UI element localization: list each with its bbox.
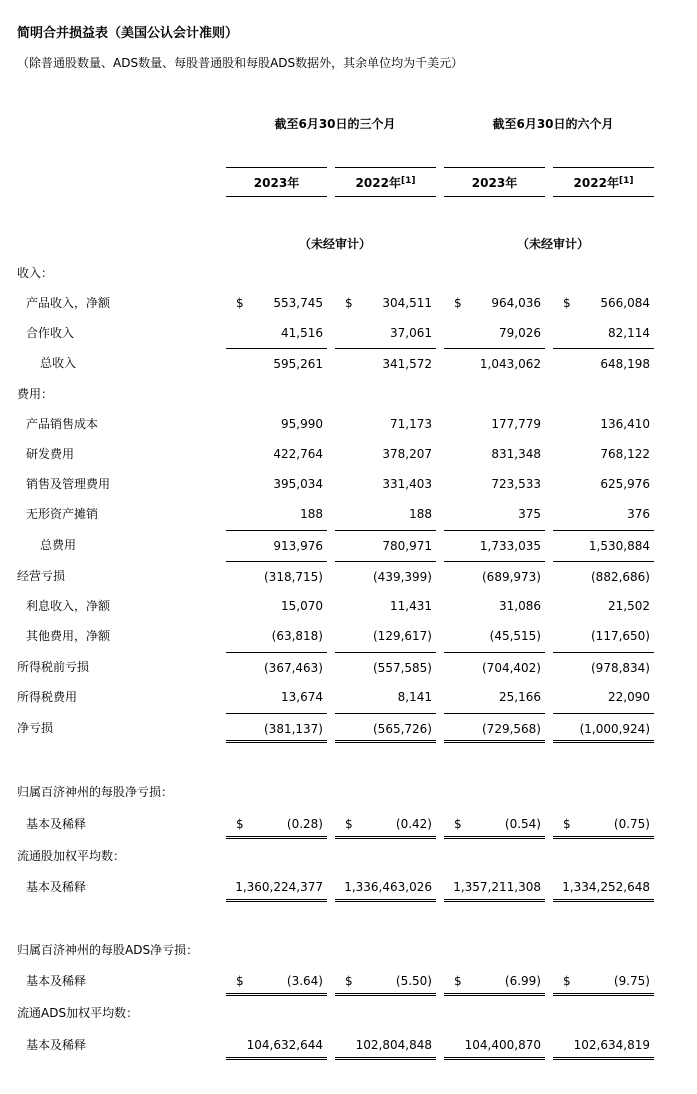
cell-value: 1,336,463,026 bbox=[344, 880, 432, 894]
table-row bbox=[0, 872, 697, 902]
value-cell bbox=[444, 409, 545, 439]
value-cell bbox=[553, 561, 654, 591]
value-cell bbox=[335, 530, 436, 560]
currency-symbol: $ bbox=[454, 296, 462, 310]
cell-value: 136,410 bbox=[600, 417, 650, 431]
table-row bbox=[0, 809, 697, 839]
value-cell bbox=[335, 348, 436, 378]
cell-value: 964,036 bbox=[491, 296, 541, 310]
value-cell bbox=[444, 713, 545, 743]
period-header-three-months: 截至6月30日的三个月 bbox=[274, 117, 396, 131]
value-cell bbox=[553, 530, 654, 560]
currency-symbol: $ bbox=[345, 817, 353, 831]
value-cell bbox=[226, 1030, 327, 1060]
row-label: 合作收入 bbox=[26, 326, 75, 340]
value-cell bbox=[444, 561, 545, 591]
table-row bbox=[0, 318, 697, 348]
value-cell bbox=[553, 872, 654, 902]
value-cell bbox=[226, 439, 327, 469]
table-row bbox=[0, 621, 697, 651]
table-row bbox=[0, 998, 697, 1028]
cell-value: 913,976 bbox=[273, 539, 323, 553]
unaudited-label: （未经审计） bbox=[298, 237, 371, 251]
cell-value: (63,818) bbox=[271, 629, 323, 643]
value-cell bbox=[226, 966, 327, 996]
value-cell bbox=[444, 530, 545, 560]
row-label: 销售及管理费用 bbox=[26, 477, 111, 491]
column-header-year bbox=[335, 167, 436, 197]
value-cell bbox=[335, 288, 436, 318]
period-header-six-months: 截至6月30日的六个月 bbox=[492, 117, 614, 131]
value-cell bbox=[444, 591, 545, 621]
table-row bbox=[0, 379, 697, 409]
value-cell bbox=[553, 591, 654, 621]
year-label: 2022年 bbox=[573, 176, 619, 190]
unit-note: （除普通股数量、ADS数量、每股普通股和每股ADS数据外，其余单位均为千美元） bbox=[17, 56, 464, 70]
currency-symbol: $ bbox=[563, 817, 571, 831]
value-cell bbox=[553, 1030, 654, 1060]
value-cell bbox=[444, 621, 545, 651]
cell-value: 376 bbox=[627, 507, 650, 521]
cell-value: (0.28) bbox=[286, 817, 323, 831]
cell-value: 378,207 bbox=[382, 447, 432, 461]
row-label: 流通股加权平均数： bbox=[17, 849, 126, 863]
row-label: 研发费用 bbox=[26, 447, 75, 461]
cell-value: (439,399) bbox=[373, 570, 432, 584]
value-cell bbox=[444, 499, 545, 529]
value-cell bbox=[553, 288, 654, 318]
currency-symbol: $ bbox=[345, 974, 353, 988]
row-label: 基本及稀释 bbox=[26, 817, 87, 831]
cell-value: (6.99) bbox=[504, 974, 541, 988]
cell-value: 102,634,819 bbox=[573, 1038, 650, 1052]
value-cell bbox=[335, 809, 436, 839]
row-label: 产品销售成本 bbox=[26, 417, 99, 431]
value-cell bbox=[553, 318, 654, 348]
value-cell bbox=[444, 966, 545, 996]
cell-value: 780,971 bbox=[382, 539, 432, 553]
value-cell bbox=[553, 439, 654, 469]
row-label: 经营亏损 bbox=[17, 569, 66, 583]
table-row bbox=[0, 777, 697, 807]
cell-value: (729,568) bbox=[482, 722, 541, 736]
cell-value: 11,431 bbox=[390, 599, 432, 613]
table-row bbox=[0, 530, 697, 560]
year-label: 2022年 bbox=[355, 176, 401, 190]
currency-symbol: $ bbox=[236, 817, 244, 831]
row-label: 所得税费用 bbox=[17, 690, 78, 704]
cell-value: 82,114 bbox=[608, 326, 650, 340]
cell-value: 188 bbox=[300, 507, 323, 521]
value-cell bbox=[553, 499, 654, 529]
cell-value: (381,137) bbox=[264, 722, 323, 736]
table-row bbox=[0, 499, 697, 529]
column-header-year bbox=[553, 167, 654, 197]
value-cell bbox=[553, 652, 654, 682]
cell-value: 553,745 bbox=[273, 296, 323, 310]
value-cell bbox=[335, 872, 436, 902]
cell-value: 331,403 bbox=[382, 477, 432, 491]
cell-value: (1,000,924) bbox=[579, 722, 650, 736]
cell-value: 79,026 bbox=[499, 326, 541, 340]
cell-value: 304,511 bbox=[382, 296, 432, 310]
cell-value: (9.75) bbox=[613, 974, 650, 988]
value-cell bbox=[553, 621, 654, 651]
row-label: 费用： bbox=[17, 387, 54, 401]
value-cell bbox=[226, 809, 327, 839]
table-row bbox=[0, 288, 697, 318]
cell-value: 566,084 bbox=[600, 296, 650, 310]
currency-symbol: $ bbox=[454, 974, 462, 988]
cell-value: 102,804,848 bbox=[355, 1038, 432, 1052]
cell-value: 104,400,870 bbox=[464, 1038, 541, 1052]
cell-value: 188 bbox=[409, 507, 432, 521]
value-cell bbox=[226, 682, 327, 712]
table-row bbox=[0, 652, 697, 682]
value-cell bbox=[335, 621, 436, 651]
row-label: 收入： bbox=[17, 266, 54, 280]
cell-value: (0.42) bbox=[395, 817, 432, 831]
value-cell bbox=[444, 348, 545, 378]
value-cell bbox=[226, 409, 327, 439]
cell-value: 648,198 bbox=[600, 357, 650, 371]
unaudited-label: （未经审计） bbox=[516, 237, 589, 251]
row-label: 利息收入，净额 bbox=[26, 599, 111, 613]
table-row bbox=[0, 713, 697, 743]
row-label: 所得税前亏损 bbox=[17, 660, 90, 674]
cell-value: (557,585) bbox=[373, 661, 432, 675]
cell-value: 1,733,035 bbox=[479, 539, 541, 553]
footnote-marker: [1] bbox=[618, 176, 634, 186]
table-row bbox=[0, 935, 697, 965]
value-cell bbox=[335, 499, 436, 529]
value-cell bbox=[444, 682, 545, 712]
value-cell bbox=[335, 966, 436, 996]
row-label: 其他费用，净额 bbox=[26, 629, 111, 643]
value-cell bbox=[226, 530, 327, 560]
value-cell bbox=[226, 713, 327, 743]
row-label: 基本及稀释 bbox=[26, 974, 87, 988]
value-cell bbox=[335, 439, 436, 469]
table-row bbox=[0, 1030, 697, 1060]
cell-value: 595,261 bbox=[273, 357, 323, 371]
value-cell bbox=[335, 652, 436, 682]
cell-value: 22,090 bbox=[608, 690, 650, 704]
column-header-year bbox=[444, 167, 545, 197]
table-row bbox=[0, 469, 697, 499]
value-cell bbox=[444, 288, 545, 318]
value-cell bbox=[553, 348, 654, 378]
cell-value: (0.75) bbox=[613, 817, 650, 831]
table-row bbox=[0, 439, 697, 469]
cell-value: 1,360,224,377 bbox=[235, 880, 323, 894]
cell-value: 768,122 bbox=[600, 447, 650, 461]
row-label: 基本及稀释 bbox=[26, 1038, 87, 1052]
cell-value: 395,034 bbox=[273, 477, 323, 491]
cell-value: (978,834) bbox=[591, 661, 650, 675]
cell-value: 8,141 bbox=[397, 690, 432, 704]
value-cell bbox=[553, 682, 654, 712]
value-cell bbox=[335, 409, 436, 439]
row-label: 归属百济神州的每股净亏损： bbox=[17, 785, 174, 799]
value-cell bbox=[335, 1030, 436, 1060]
cell-value: 31,086 bbox=[499, 599, 541, 613]
value-cell bbox=[335, 713, 436, 743]
row-label: 净亏损 bbox=[17, 721, 54, 735]
currency-symbol: $ bbox=[345, 296, 353, 310]
cell-value: (117,650) bbox=[591, 629, 650, 643]
value-cell bbox=[444, 872, 545, 902]
value-cell bbox=[553, 713, 654, 743]
value-cell bbox=[226, 621, 327, 651]
value-cell bbox=[444, 469, 545, 499]
cell-value: 13,674 bbox=[281, 690, 323, 704]
value-cell bbox=[335, 682, 436, 712]
value-cell bbox=[226, 288, 327, 318]
value-cell bbox=[553, 809, 654, 839]
table-row bbox=[0, 591, 697, 621]
cell-value: 341,572 bbox=[382, 357, 432, 371]
footnote-marker: [1] bbox=[400, 176, 416, 186]
value-cell bbox=[226, 561, 327, 591]
year-label: 2023年 bbox=[471, 176, 518, 190]
cell-value: 831,348 bbox=[491, 447, 541, 461]
row-label: 基本及稀释 bbox=[26, 880, 87, 894]
cell-value: 25,166 bbox=[499, 690, 541, 704]
value-cell bbox=[226, 872, 327, 902]
cell-value: (367,463) bbox=[264, 661, 323, 675]
cell-value: 1,334,252,648 bbox=[562, 880, 650, 894]
cell-value: 104,632,644 bbox=[246, 1038, 323, 1052]
value-cell bbox=[553, 409, 654, 439]
currency-symbol: $ bbox=[454, 817, 462, 831]
value-cell bbox=[226, 591, 327, 621]
cell-value: (704,402) bbox=[482, 661, 541, 675]
value-cell bbox=[444, 809, 545, 839]
cell-value: (565,726) bbox=[373, 722, 432, 736]
cell-value: (3.64) bbox=[286, 974, 323, 988]
cell-value: (689,973) bbox=[482, 570, 541, 584]
column-header-year bbox=[226, 167, 327, 197]
cell-value: 422,764 bbox=[273, 447, 323, 461]
value-cell bbox=[335, 591, 436, 621]
cell-value: (45,515) bbox=[489, 629, 541, 643]
row-label: 流通ADS加权平均数： bbox=[17, 1006, 139, 1020]
cell-value: 1,357,211,308 bbox=[453, 880, 541, 894]
table-row bbox=[0, 258, 697, 288]
cell-value: 37,061 bbox=[390, 326, 432, 340]
cell-value: 1,530,884 bbox=[588, 539, 650, 553]
value-cell bbox=[553, 966, 654, 996]
cell-value: 21,502 bbox=[608, 599, 650, 613]
cell-value: 71,173 bbox=[390, 417, 432, 431]
cell-value: 15,070 bbox=[281, 599, 323, 613]
value-cell bbox=[444, 652, 545, 682]
value-cell bbox=[226, 318, 327, 348]
table-row bbox=[0, 841, 697, 871]
value-cell bbox=[335, 561, 436, 591]
cell-value: (882,686) bbox=[591, 570, 650, 584]
value-cell bbox=[226, 652, 327, 682]
row-label: 产品收入，净额 bbox=[26, 296, 111, 310]
table-row bbox=[0, 966, 697, 996]
cell-value: (129,617) bbox=[373, 629, 432, 643]
value-cell bbox=[553, 469, 654, 499]
statement-title: 简明合并损益表（美国公认会计准则） bbox=[17, 26, 239, 41]
row-label: 归属百济神州的每股ADS净亏损： bbox=[17, 943, 199, 957]
value-cell bbox=[226, 499, 327, 529]
cell-value: 95,990 bbox=[281, 417, 323, 431]
cell-value: (5.50) bbox=[395, 974, 432, 988]
cell-value: 723,533 bbox=[491, 477, 541, 491]
cell-value: 375 bbox=[518, 507, 541, 521]
table-row bbox=[0, 348, 697, 378]
row-label: 无形资产摊销 bbox=[26, 507, 99, 521]
cell-value: 41,516 bbox=[281, 326, 323, 340]
cell-value: (0.54) bbox=[504, 817, 541, 831]
value-cell bbox=[444, 439, 545, 469]
currency-symbol: $ bbox=[236, 974, 244, 988]
value-cell bbox=[335, 318, 436, 348]
value-cell bbox=[335, 469, 436, 499]
cell-value: 625,976 bbox=[600, 477, 650, 491]
cell-value: 177,779 bbox=[491, 417, 541, 431]
cell-value: (318,715) bbox=[264, 570, 323, 584]
table-row bbox=[0, 682, 697, 712]
row-label: 总收入 bbox=[40, 356, 77, 370]
table-row bbox=[0, 409, 697, 439]
cell-value: 1,043,062 bbox=[479, 357, 541, 371]
year-label: 2023年 bbox=[253, 176, 300, 190]
currency-symbol: $ bbox=[236, 296, 244, 310]
value-cell bbox=[226, 348, 327, 378]
value-cell bbox=[444, 1030, 545, 1060]
value-cell bbox=[444, 318, 545, 348]
currency-symbol: $ bbox=[563, 974, 571, 988]
currency-symbol: $ bbox=[563, 296, 571, 310]
table-row bbox=[0, 561, 697, 591]
value-cell bbox=[226, 469, 327, 499]
row-label: 总费用 bbox=[40, 538, 77, 552]
